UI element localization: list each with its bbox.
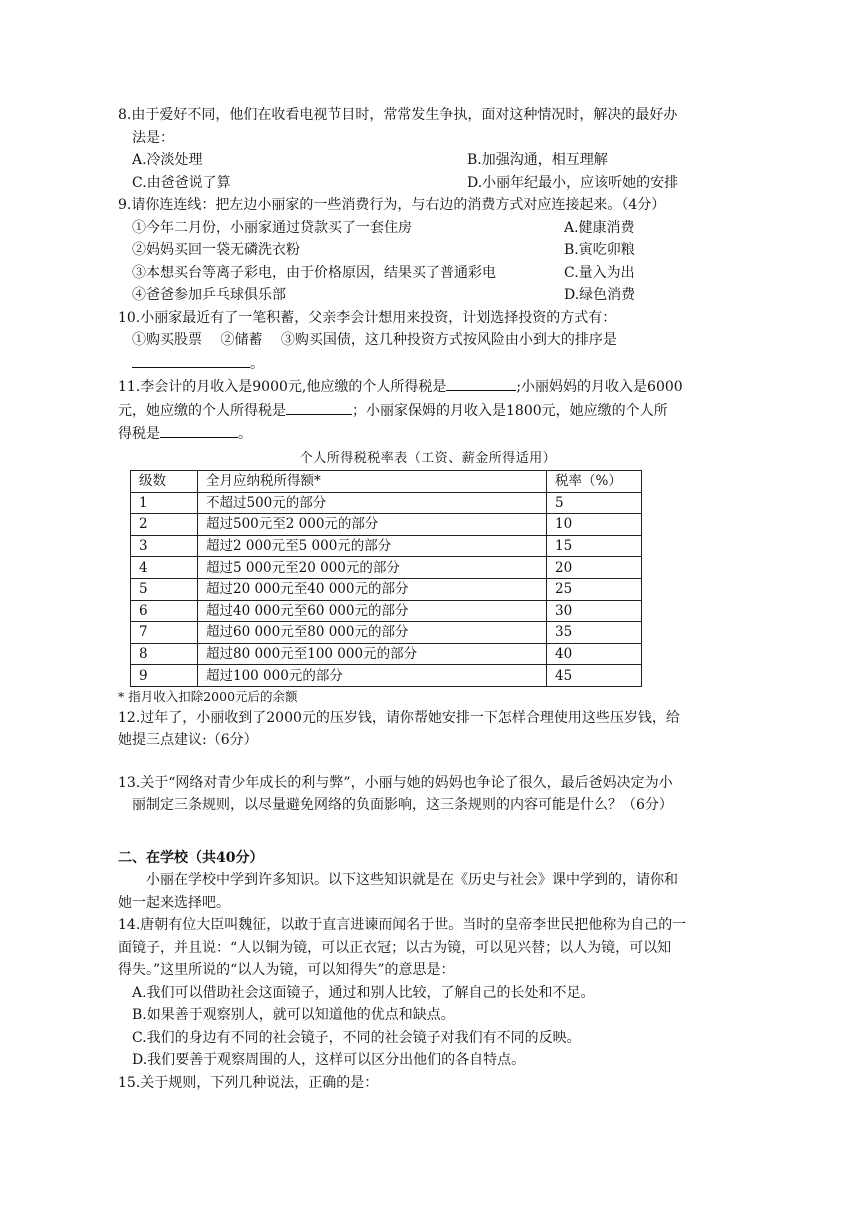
tax-table-note: * 指月收入扣除2000元后的余额 xyxy=(118,688,298,704)
table-cell: 不超过500元的部分 xyxy=(198,492,547,514)
table-cell: 6 xyxy=(131,600,198,622)
table-cell: 5 xyxy=(547,492,642,514)
q8-option-d[interactable]: D.小丽年纪最小，应该听她的安排 xyxy=(467,174,679,191)
q11-text: ；小丽家保姆的月收入是1800元，她应缴的个人所 xyxy=(352,402,668,419)
q11-blank-nanny[interactable] xyxy=(160,422,238,438)
question-14 xyxy=(118,914,738,1072)
table-cell: 30 xyxy=(547,600,642,622)
q10-answer-line xyxy=(118,352,738,376)
table-row xyxy=(131,514,642,536)
q9-left-item[interactable]: ①今年二月份，小丽家通过贷款买了一套住房 xyxy=(132,219,412,236)
q8-stem-line1: 8.由于爱好不同，他们在收看电视节目时，常常发生争执，面对这种情况时，解决的最好办 xyxy=(118,107,678,123)
question-11 xyxy=(118,375,738,446)
table-cell: 7 xyxy=(131,622,198,644)
q9-match-row xyxy=(118,217,738,240)
q14-option-c[interactable]: C.我们的身边有不同的社会镜子，不同的社会镜子对我们有不同的反映。 xyxy=(132,1029,581,1046)
table-cell: 20 xyxy=(547,557,642,579)
table-cell: 超过2 000元至5 000元的部分 xyxy=(198,535,547,557)
q14-option-d[interactable]: D.我们要善于观察周围的人，这样可以区分出他们的各自特点。 xyxy=(132,1052,526,1069)
table-cell: 8 xyxy=(131,643,198,665)
table-cell: 25 xyxy=(547,578,642,600)
q11-line1 xyxy=(118,375,738,399)
q14-line3: 得失。”这里所说的“以人为镜，可以知得失”的意思是： xyxy=(118,962,455,979)
q8-option-b[interactable]: B.加强沟通，相互理解 xyxy=(467,152,608,168)
q14-line1: 14.唐朝有位大臣叫魏征，以敢于直言进谏而闻名于世。当时的皇帝李世民把他称为自己的一 xyxy=(118,917,687,934)
section-2-intro-line2: 她一起来选择吧。 xyxy=(118,894,230,911)
q8-option-a[interactable]: A.冷淡处理 xyxy=(132,152,203,168)
q9-match-row xyxy=(118,284,738,307)
table-cell: 4 xyxy=(131,557,198,579)
table-cell: 35 xyxy=(547,622,642,644)
q9-left-item[interactable]: ④爸爸参加乒乓球俱乐部 xyxy=(132,287,286,303)
tax-rate-table xyxy=(130,470,642,687)
exam-page xyxy=(118,104,738,1094)
q14-option-a[interactable]: A.我们可以借助社会这面镜子，通过和别人比较，了解自己的长处和不足。 xyxy=(132,984,595,1001)
q11-blank-accountant[interactable] xyxy=(446,375,516,391)
q9-match-row xyxy=(118,239,738,262)
table-cell: 超过60 000元至80 000元的部分 xyxy=(198,622,547,644)
question-8 xyxy=(118,104,738,194)
table-cell: 15 xyxy=(547,535,642,557)
question-12 xyxy=(118,707,738,752)
table-cell: 9 xyxy=(131,665,198,687)
q11-text: ;小丽妈妈的月收入是6000 xyxy=(516,379,683,395)
q11-line3 xyxy=(118,422,738,446)
q12-line2: 她提三点建议:（6分） xyxy=(118,732,258,749)
q9-stem: 9.请你连连线：把左边小丽家的一些消费行为，与右边的消费方式对应连接起来。（4分） xyxy=(118,197,666,213)
q10-answer-blank[interactable] xyxy=(132,352,250,368)
table-row xyxy=(131,535,642,557)
q10-options: ①购买股票 ②储蓄 ③购买国债，这几种投资方式按风险由小到大的排序是 xyxy=(132,332,617,348)
q12-line1: 12.过年了，小丽收到了2000元的压岁钱，请你帮她安排一下怎样合理使用这些压岁钱，给 xyxy=(118,709,680,726)
q11-line2 xyxy=(118,399,738,423)
header-cell: 全月应纳税所得额* xyxy=(198,471,547,493)
question-10 xyxy=(118,307,738,376)
table-row xyxy=(131,643,642,665)
header-cell: 税率（%） xyxy=(547,471,642,493)
question-13 xyxy=(118,772,738,817)
question-9 xyxy=(118,194,738,307)
table-cell: 2 xyxy=(131,514,198,536)
q9-left-item[interactable]: ③本想买台等离子彩电，由于价格原因，结果买了普通彩电 xyxy=(132,264,496,281)
q8-option-c[interactable]: C.由爸爸说了算 xyxy=(132,174,231,191)
q11-text: 11.李会计的月收入是9000元,他应缴的个人所得税是 xyxy=(118,379,447,395)
answer-space[interactable] xyxy=(118,817,738,837)
table-row xyxy=(131,578,642,600)
section-2-intro-line1: 小丽在学校中学到许多知识。以下这些知识就是在《历史与社会》课中学到的，请你和 xyxy=(146,872,678,889)
table-cell: 超过500元至2 000元的部分 xyxy=(198,514,547,536)
table-cell: 超过20 000元至40 000元的部分 xyxy=(198,578,547,600)
table-row xyxy=(131,557,642,579)
table-cell: 5 xyxy=(131,578,198,600)
q15-stem: 15.关于规则，下列几种说法，正确的是： xyxy=(118,1074,379,1091)
q11-text: 得税是 xyxy=(118,426,160,442)
table-header-row xyxy=(131,471,642,493)
q13-line1: 13.关于“网络对青少年成长的利与弊”，小丽与她的妈妈也争论了很久，最后爸妈决定为小 xyxy=(118,774,673,791)
q9-left-item[interactable]: ②妈妈买回一袋无磷洗衣粉 xyxy=(132,242,300,258)
answer-space[interactable] xyxy=(118,752,738,772)
q10-period: 。 xyxy=(250,355,264,372)
q8-options-row1 xyxy=(118,149,738,172)
table-cell: 3 xyxy=(131,535,198,557)
q9-right-item[interactable]: B.寅吃卯粮 xyxy=(564,242,635,258)
table-cell: 超过5 000元至20 000元的部分 xyxy=(198,557,547,579)
table-row xyxy=(131,665,642,687)
q8-stem-line2: 法是： xyxy=(132,129,174,146)
table-cell: 45 xyxy=(547,665,642,687)
q9-right-item[interactable]: D.绿色消费 xyxy=(564,287,636,303)
q11-text: 。 xyxy=(238,426,252,442)
table-cell: 40 xyxy=(547,643,642,665)
table-cell: 10 xyxy=(547,514,642,536)
q11-blank-mother[interactable] xyxy=(286,399,352,415)
tax-table-caption: 个人所得税税率表（工资、薪金所得适用） xyxy=(299,450,557,466)
table-cell: 超过100 000元的部分 xyxy=(198,665,547,687)
q8-options-row2 xyxy=(118,172,738,195)
section-2-heading: 二、在学校（共40分） xyxy=(118,849,264,866)
q9-match-row xyxy=(118,262,738,285)
table-cell: 超过80 000元至100 000元的部分 xyxy=(198,643,547,665)
table-row xyxy=(131,600,642,622)
header-cell: 级数 xyxy=(131,471,198,493)
q14-option-b[interactable]: B.如果善于观察别人，就可以知道他的优点和缺点。 xyxy=(132,1007,455,1024)
q10-stem: 10.小丽家最近有了一笔积蓄，父亲李会计想用来投资，计划选择投资的方式有： xyxy=(118,309,617,326)
q11-text: 元，她应缴的个人所得税是 xyxy=(118,402,286,419)
table-cell: 1 xyxy=(131,492,198,514)
q9-right-item[interactable]: A.健康消费 xyxy=(564,219,635,236)
table-row xyxy=(131,622,642,644)
q9-right-item[interactable]: C.量入为出 xyxy=(564,264,635,281)
q14-line2: 面镜子，并且说：“人以铜为镜，可以正衣冠；以古为镜，可以见兴替；以人为镜，可以知 xyxy=(118,939,672,956)
q13-line2: 丽制定三条规则，以尽量避免网络的负面影响，这三条规则的内容可能是什么？（6分） xyxy=(132,797,673,814)
table-row xyxy=(131,492,642,514)
table-cell: 超过40 000元至60 000元的部分 xyxy=(198,600,547,622)
